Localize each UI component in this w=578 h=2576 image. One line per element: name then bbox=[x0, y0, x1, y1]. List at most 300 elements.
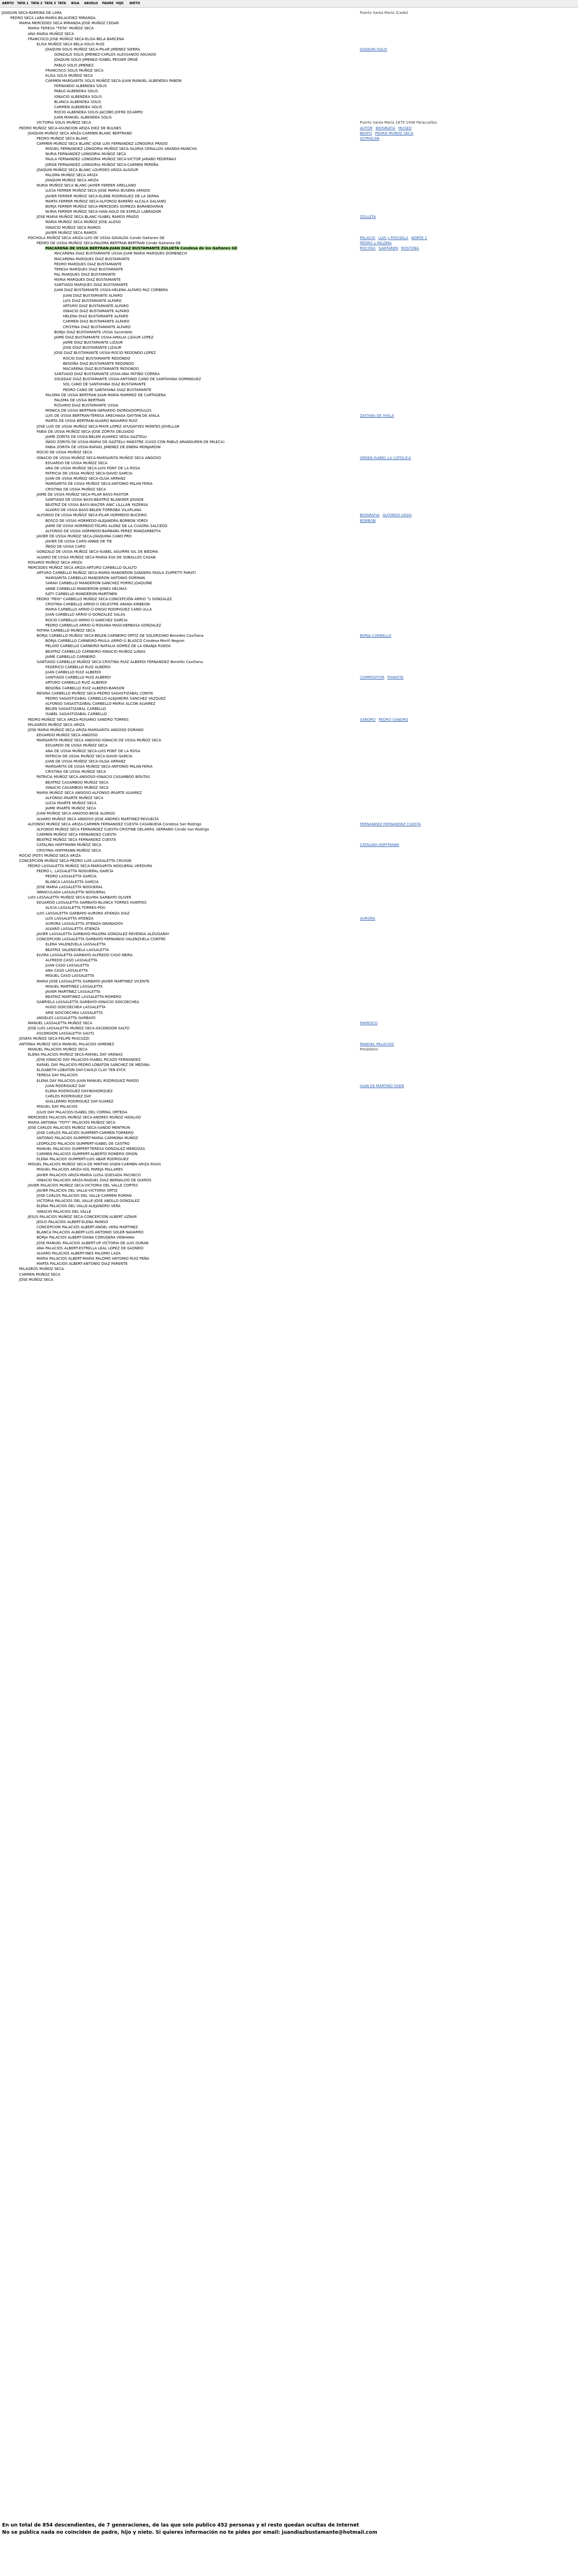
person-name: MARTA FERRER MUÑOZ SECA-ALFONSO BAREÑO ALCALA GALIANO bbox=[45, 199, 166, 204]
person-name: BORJA CARBELLO CARNEIRO-PAULA ARRIO-Ü BLASCO Condesa Moriñ Negron bbox=[45, 639, 185, 643]
person-name: CARMEN PALACIOS GUMPERT-ALBERTO ROMERO ORION bbox=[37, 1151, 138, 1156]
reference-cell bbox=[360, 120, 440, 125]
person-name: ALFONSO DE USSIA MUÑOZ SECA-PILAR HORMEDO BUCEIRO bbox=[37, 513, 147, 518]
person-name: JOAQUIN MUÑOZ SECA ARIZA-CARMEN BLANC BERTRAND bbox=[28, 131, 132, 135]
person-name: VICTORIA SOLIS MUÑOZ SECA bbox=[37, 121, 91, 125]
person-name: EDUARDO DE USSIA MUÑOZ SECA bbox=[45, 743, 108, 748]
generation-header bbox=[0, 0, 578, 8]
reference-cell bbox=[360, 126, 415, 131]
person-name: SOL CANO DE SANTAYANA DIAZ BUSTAMANTE bbox=[63, 382, 146, 387]
reference-link[interactable]: LUIS y POCHOLA bbox=[378, 235, 408, 240]
tree-row bbox=[45, 670, 102, 675]
tree-row bbox=[36, 633, 204, 638]
person-name: MANUEL LASSALETTA MUÑOZ SECA bbox=[28, 1021, 93, 1025]
tree-row bbox=[36, 1062, 150, 1067]
tree-row bbox=[45, 926, 100, 931]
person-name: TERESA MARQUES DIAZ BUSTAMANTE bbox=[54, 267, 123, 272]
tree-row bbox=[45, 1010, 103, 1015]
tree-row bbox=[36, 885, 103, 890]
person-name: JOSE LUIS LASSALETTA MUÑOZ SECA-ASCENSION SALTO bbox=[28, 1026, 129, 1031]
generation-tab: HIJO bbox=[116, 2, 124, 5]
reference-link[interactable]: ROSTONA bbox=[401, 246, 419, 251]
person-name: MACARENA DIAZ BUSTAMANTE USSIA-JUAN MARIA MARQUES DOMENECH bbox=[54, 251, 187, 256]
generation-tab: TATA bbox=[58, 2, 67, 5]
person-name: ANNE CARBELLO MANDERON-JONES HELMAS bbox=[45, 586, 127, 591]
tree-row bbox=[45, 643, 171, 649]
tree-row bbox=[45, 408, 152, 413]
person-name: ELISA SOLIS MUÑOZ SECA bbox=[45, 73, 93, 78]
person-name: SANTIAGO CARBELLO RUIZ ALBERDI bbox=[45, 675, 111, 680]
reference-link[interactable]: SANDRO bbox=[360, 717, 376, 722]
person-name: ALVARO PALACIOS ALBERT-INES PALOMO LAZA bbox=[37, 1251, 121, 1256]
tree-row bbox=[36, 774, 151, 779]
tree-row bbox=[45, 801, 97, 806]
person-name: MARGARITA MUÑOZ SECA ANGOSO-IGNACIO DE USSIA MUÑOZ SECA bbox=[37, 738, 161, 743]
tree-row bbox=[45, 989, 101, 994]
tree-row bbox=[45, 874, 97, 879]
tree-row bbox=[45, 743, 108, 748]
tree-row bbox=[45, 146, 197, 151]
person-name: EDUARDO DE USSIA MUÑOZ SECA bbox=[45, 461, 108, 465]
tree-row bbox=[36, 1225, 139, 1230]
reference-link[interactable]: GREEN ISABEL LA CATOLICA bbox=[360, 455, 411, 460]
tree-row bbox=[45, 701, 156, 706]
reference-cell bbox=[360, 136, 383, 141]
tree-row bbox=[45, 529, 161, 534]
person-name: PEDRO SECA LARA-MARIA BILAUDIEZ MIRANDA bbox=[10, 16, 96, 21]
tree-row bbox=[27, 1120, 116, 1125]
person-name: JUAN CARBELLO ARRIO-Ü-GONZALEZ SALAS bbox=[45, 613, 125, 617]
person-name: IGNACIO DE USSIA MUÑOZ SECA-MARGARITA MUÑOZ SECA ANGOSO bbox=[37, 455, 161, 460]
person-name: PATRICIA DE USSIA MUÑOZ SECA-DAVID GARCIA bbox=[45, 754, 133, 758]
person-name: ALFONSO IRIARTE MUÑOZ SECA bbox=[45, 796, 104, 800]
footer-line-1: En un total de 854 descendientes, de 7 generaciones, de las que solo publico 452 personas y el resto quedan ocultas de Internet bbox=[2, 2522, 359, 2528]
person-name: JOSE CARLOS PALACIOS MUÑOZ SECA-SANDO MENTRUN bbox=[28, 1126, 130, 1130]
tree-row bbox=[62, 361, 135, 366]
person-name: JOSE MUÑOZ SECA bbox=[19, 1277, 54, 1282]
person-name: LUIS LASSALETTA GARBAYO-AURORA ATIENZA DIAZ bbox=[37, 911, 130, 916]
reference-link[interactable]: NORTE 1 bbox=[411, 235, 427, 240]
tree-row bbox=[36, 1193, 132, 1198]
person-name: JOSE DIAZ BUSTAMANTE LIZAUR bbox=[63, 346, 122, 350]
tree-row bbox=[36, 1067, 126, 1073]
person-name: MARIA MUÑOZ SECA MUÑOZ JOSE ALOSO bbox=[45, 220, 121, 225]
person-name: JAVIER PALACIOS ARIZA-MARIA LUISA QUESADA PACHECO bbox=[37, 1173, 141, 1177]
reference-link[interactable]: COMPOSITOR bbox=[360, 675, 385, 680]
person-name: CONCEPCION LASSALETTA GARBAYO-FERNANDO VALENZUELA CONTRE bbox=[37, 937, 166, 942]
tree-row bbox=[54, 403, 119, 408]
tree-row bbox=[54, 257, 130, 262]
reference-link[interactable]: BIOGRAFIA bbox=[360, 513, 380, 518]
tree-row bbox=[54, 89, 98, 94]
tree-row bbox=[45, 879, 99, 885]
tree-row bbox=[27, 1125, 130, 1130]
reference-cell bbox=[360, 822, 424, 827]
person-name: ISABEL SAGASTIZABAL CARBELLO bbox=[45, 712, 107, 717]
person-name: ELENA VALENZUELA LASSALETTA bbox=[45, 942, 106, 947]
person-name: JAVIER FERRER MUÑOZ SECA-ELENE RODRIGUEZ DE LA SERNA bbox=[45, 194, 159, 198]
tree-row bbox=[45, 1094, 92, 1099]
reference-link[interactable]: AURORA bbox=[360, 916, 375, 921]
person-name: JAIME IRIARTE MUÑOZ SECA bbox=[45, 806, 96, 811]
reference-link[interactable]: PEDRO y PALOMA bbox=[360, 241, 392, 246]
person-name: JOAQUIN SECA-RAMONA DE LARA bbox=[2, 11, 62, 15]
tree-row bbox=[36, 1073, 78, 1078]
person-name: ELENA PALACIOS MUÑOZ SECA-RAFAEL DAY ARENAS bbox=[28, 1052, 123, 1057]
tree-row bbox=[45, 225, 101, 230]
tree-row bbox=[36, 817, 159, 822]
person-name: IÑIGO ZORITA DE USSIA-MARIA DE GAZTELU MAESTRE (CASO CON PABLO ARANGUREN DE MILECA) bbox=[45, 440, 225, 445]
tree-row bbox=[36, 811, 115, 816]
person-name: ALFONSO DE USSIA HORMEDO-BARBARA PEREZ MANZARBEITIA bbox=[45, 529, 161, 533]
reference-cell bbox=[360, 241, 395, 246]
reference-link[interactable]: ZOLLETA bbox=[360, 215, 376, 219]
person-name: MARTA DE USSIA BERTRAN-ALVARO NAVARRO RUIZ bbox=[45, 419, 138, 423]
person-name: PATRICIA MUÑOZ SECA ANGOSO-IGNACIO CASAMBOO BOUTAS bbox=[37, 775, 150, 779]
tree-row bbox=[36, 1188, 118, 1193]
person-name: LUCIA IRIARTE MUÑOZ SECA bbox=[45, 801, 97, 806]
person-name: MARIA CARBELLO ARRIO-Ü-DIEGO RODRIGUEZ CANO ULLA bbox=[45, 607, 152, 612]
person-name: ELENA RODRIGUEZ DAY-BOHORQUEZ bbox=[45, 1089, 113, 1093]
person-name: EDUARDO LASSALETTA GARBAYO-BLANCA TORRES HUERTAS bbox=[37, 901, 147, 905]
tree-row bbox=[54, 277, 121, 282]
reference-link[interactable]: JOAQUIN SOLIS bbox=[360, 47, 387, 52]
tree-row bbox=[27, 131, 133, 136]
tree-row bbox=[27, 717, 129, 722]
tree-row bbox=[36, 450, 93, 455]
person-name: ALVARO MUÑOZ SECA ANGOSO-JOSE ANDRES MARTINEZ-REVUELTA bbox=[37, 817, 159, 821]
person-name: JOAQUIN SOLIS JIMENEZ-ISABEL PESSER ORGÉ bbox=[54, 58, 138, 62]
tree-row bbox=[45, 1005, 106, 1010]
reference-cell bbox=[360, 842, 402, 848]
person-name: ALFONSO MUÑOZ SECA ARIZA-CARMEN FERNANDEZ CUESTA CASANUEVA Condesa San Rodrigo bbox=[28, 822, 202, 826]
person-name: RAFAEL DAY PALACIOS-PEDRO LOBATON SANCHEZ DE MEDINA bbox=[37, 1063, 150, 1067]
person-name: EDUARDO MUÑOZ SECA ANGOSO bbox=[37, 733, 98, 738]
reference-link[interactable]: AUTOR bbox=[360, 126, 373, 130]
reference-link[interactable]: PEDRO MUÑOZ SECA bbox=[375, 131, 414, 135]
person-name: PELAYO CARBELLO CARNEIRO-NATALIA GOMEZ DE LA GRANJA RUEDA bbox=[45, 644, 171, 649]
tree-row bbox=[45, 219, 121, 225]
person-name: JOAQUIN MUÑOZ SECA BLANC-LOURDES ARIZA ALGOUR bbox=[37, 167, 139, 172]
reference-link[interactable]: ASTRACAN bbox=[360, 136, 379, 141]
tree-row bbox=[45, 780, 109, 785]
tree-row bbox=[36, 733, 98, 738]
person-name: ANA DE USSIA MUÑOZ SECA-LUIS PONT DE LA ROSA bbox=[45, 749, 140, 753]
tree-row bbox=[36, 832, 117, 837]
person-name: ANGELES LASSALETTA GARBAYO bbox=[37, 1015, 96, 1020]
person-name: FABIA ZORITA DE USSIA-RAFAEL JIMENEZ DE ENERA MONJARDIN bbox=[45, 445, 161, 450]
tree-row bbox=[45, 984, 103, 989]
tree-row bbox=[36, 628, 96, 633]
person-name: JUAN RODRIGUEZ DAY bbox=[45, 1083, 86, 1088]
tree-row bbox=[45, 487, 106, 492]
tree-row bbox=[45, 476, 126, 481]
tree-row bbox=[27, 1183, 138, 1188]
person-name: LUCIA FERRER MUÑOZ SECA-JOSE MARIA BUSERA AMADO bbox=[45, 189, 150, 193]
tree-row bbox=[45, 209, 162, 214]
person-name: JUAN CASO LASSALETTA bbox=[45, 963, 89, 968]
person-name: SANTIAGO MARQUES DIAZ BUSTAMANTE bbox=[54, 283, 128, 287]
tree-row bbox=[54, 63, 94, 68]
person-name: CARMEN DIAZ BUSTAMANTE ALFARO bbox=[63, 319, 129, 324]
reference-link[interactable]: CATALINA HOFFMANN bbox=[360, 843, 399, 848]
person-name: PEDRO LASSALETTA GARCIA bbox=[45, 874, 96, 879]
reference-link[interactable]: JUAN DE MARTIÑO OSEN bbox=[360, 1083, 404, 1088]
person-name: JAIME DE USSIA HORMEDO-TELMO ALONZ DE LA CUADRA SALCEDO bbox=[45, 523, 168, 528]
tree-row bbox=[54, 105, 103, 110]
person-name: JAIME ZORITA DE USSIA-BELEN ALVAREZ VEGA GAZTELU bbox=[45, 434, 147, 439]
tree-row bbox=[45, 178, 99, 183]
person-name: MACARENA MARQUES DIAZ BUSTAMANTE bbox=[54, 257, 130, 261]
reference-cell bbox=[360, 1083, 407, 1089]
tree-row bbox=[45, 581, 153, 586]
tree-row bbox=[45, 942, 106, 947]
person-name: CARMEN MARGARITA SOLIS MUÑOZ SECA-JUAN MANUEL ALBENDEA PABON bbox=[45, 79, 182, 83]
tree-row bbox=[36, 1204, 121, 1209]
tree-row bbox=[45, 230, 97, 235]
tree-row bbox=[10, 15, 96, 21]
person-name: MARIA JOSE LASSALETTA GARBAYO-JAVIER MARTINEZ VICENTE bbox=[37, 979, 150, 984]
tree-row bbox=[54, 110, 143, 115]
tree-row bbox=[27, 1162, 161, 1167]
tree-row bbox=[36, 534, 132, 539]
person-name: CRISTINA HOFFMANN MUÑOZ SECA bbox=[37, 848, 101, 853]
reference-cell bbox=[360, 633, 394, 638]
person-name: TERESA DAY PALACIOS bbox=[37, 1073, 78, 1078]
tree-row bbox=[27, 565, 137, 570]
person-name: MILAGROS MUÑOZ SECA ARIZA bbox=[28, 722, 85, 727]
tree-row bbox=[54, 83, 107, 89]
tree-row bbox=[45, 612, 126, 617]
tree-row bbox=[19, 1277, 54, 1282]
tree-row bbox=[36, 429, 135, 434]
person-name: BLANCA LASSALETTA GARCIA bbox=[45, 879, 99, 884]
tree-row bbox=[45, 413, 160, 418]
reference-link[interactable]: PIANISTA bbox=[387, 675, 404, 680]
tree-row bbox=[36, 1104, 78, 1109]
reference-link[interactable]: FERNANDEZ FERNANDEZ CUESTA bbox=[360, 822, 421, 826]
tree-row bbox=[36, 555, 156, 560]
person-name: ANA PALACIOS ALBERT-ESTRELLA LEAL LOPEZ DE GAONDO bbox=[37, 1246, 144, 1250]
tree-row bbox=[45, 785, 109, 790]
person-name: FRANCISCO JOSE MUÑOZ SECA-ELISA BELA BARCENA bbox=[28, 37, 124, 41]
tree-row bbox=[54, 251, 187, 256]
person-name: JUAN MUÑOZ SECA ANGOSO-BESE ALONSO bbox=[37, 811, 115, 816]
tree-row bbox=[45, 393, 167, 398]
tree-row bbox=[45, 607, 153, 612]
reference-link[interactable]: BORJA CARBELLO bbox=[360, 634, 391, 638]
tree-row bbox=[36, 1251, 121, 1256]
reference-cell bbox=[360, 10, 411, 15]
tree-row bbox=[36, 1057, 141, 1062]
tree-row bbox=[54, 398, 105, 403]
person-name: ALFONSO MUÑOZ SECA FERNANDEZ CUESTA-CRISTINE DELARRIL SERRANO Conde San Rodrigo bbox=[37, 827, 209, 832]
person-name: PALOMA MUÑOZ SECA ARIZA bbox=[45, 173, 98, 177]
tree-row bbox=[62, 314, 129, 319]
person-name: PEDRO L. LASSALETTA NOGUERAL-GARCÍA bbox=[37, 869, 113, 874]
person-name: BEGOÑA CARBELLO RUIZ ALBERDI-BANSON bbox=[45, 686, 125, 690]
reference-link[interactable]: PEDRO SANDRO bbox=[378, 717, 408, 722]
person-name: JOSEFA MUÑOZ SECA-FELIPE PASCUZZI bbox=[19, 1037, 90, 1041]
person-name: CRISTINA DE USSIA MUÑOZ SECA bbox=[45, 770, 106, 774]
person-name: KATY CARBELLO MANDERON-MARTINEN bbox=[45, 591, 117, 596]
tree-row bbox=[45, 749, 141, 754]
person-name: CRISTINA CARBELLO ARRIO-Ü DELESTRE ARANA KIRBEON bbox=[45, 602, 150, 607]
person-name: JESUS PALACIOS ALBERT-ELENA MANSO bbox=[37, 1219, 108, 1224]
person-name: INMACULADA LASSALETTA NOGUERAL bbox=[37, 890, 106, 894]
person-name: CARMEN MUÑOZ SECA bbox=[19, 1272, 60, 1277]
tree-row bbox=[45, 706, 106, 711]
reference-link[interactable]: SANTAREN bbox=[378, 246, 398, 251]
tree-row bbox=[62, 340, 123, 345]
tree-row bbox=[36, 1110, 128, 1115]
tree-row bbox=[36, 1136, 139, 1141]
tree-row bbox=[45, 905, 106, 910]
tree-row bbox=[36, 738, 162, 743]
tree-row bbox=[36, 1015, 96, 1021]
tree-row bbox=[45, 968, 89, 973]
tree-row bbox=[45, 921, 123, 926]
tree-row bbox=[45, 497, 144, 502]
person-name: PAULA FERNANDEZ LONGORIA MUÑOZ SECA-VICTOR JARABO PEDERNAS bbox=[45, 157, 176, 162]
tree-row bbox=[27, 1026, 130, 1031]
person-name: LUIS LASSALETTA ATIENZA bbox=[45, 916, 94, 921]
tree-row bbox=[45, 764, 153, 769]
person-name: JOSE DIAZ BUSTAMANTE USSIA-ROCIO REDONDO LOPEZ bbox=[54, 351, 156, 355]
tree-row bbox=[36, 827, 209, 832]
person-name: ANA CASO LASSALETTA bbox=[45, 969, 88, 973]
tree-row bbox=[45, 675, 111, 680]
person-name: BEATRIZ DE USSIA BASS-WALTER ANIC LILLLAN YÁZENSA bbox=[45, 503, 148, 507]
person-name: GUILLERMO RODRIGUEZ DAY-SUAREZ bbox=[45, 1099, 114, 1104]
tree-row bbox=[45, 507, 142, 513]
person-name: CONCEPCION MUÑOZ SECA-PEDRO LUIS LASSALETTA CRUSOE bbox=[19, 858, 132, 863]
tree-row bbox=[54, 115, 112, 120]
person-name: BEATRIZ MUÑOZ SECA FERNANDEZ CUESTA bbox=[37, 838, 117, 842]
tree-row bbox=[45, 947, 109, 953]
tree-row bbox=[45, 696, 167, 701]
reference-note: Puerto Santa María 1875-1936 Paracuellos bbox=[360, 121, 437, 125]
person-name: BELEN SAGASTIZABAL CARBELLO bbox=[45, 707, 106, 711]
reference-link[interactable]: BORBON bbox=[360, 518, 376, 523]
tree-row bbox=[36, 1178, 152, 1183]
tree-row bbox=[54, 350, 156, 355]
person-name: LEOPOLDO PALACIOS GUMPERT-ISABEL DE CASTRO bbox=[37, 1141, 130, 1146]
person-name: BEATRIZ VALENZUELA LASSALETTA bbox=[45, 947, 109, 952]
tree-row bbox=[62, 366, 139, 371]
tree-row bbox=[45, 194, 159, 199]
person-name: MARIA MARQUES DIAZ BUSTAMANTE bbox=[54, 278, 121, 282]
reference-link[interactable]: PALACIO bbox=[360, 235, 375, 240]
person-name: SANTIAGO CARBELLO MUÑOZ SECA-CRISTINA RUIZ ALBERDI FERNANDEZ Benellio Caviñana bbox=[37, 659, 203, 664]
person-name: SARAH CARBELLO MANDERON-SANCHEZ PORRO JOAQUÍNE bbox=[45, 581, 153, 586]
generation-tab: TATA 3 bbox=[44, 2, 56, 5]
tree-row bbox=[36, 979, 150, 984]
tree-row bbox=[36, 869, 114, 874]
tree-row bbox=[62, 293, 123, 298]
person-name: MACARENA DIAZ BUSTAMANTE REDONDO bbox=[63, 366, 139, 371]
person-name: MONICA DE USSIA BERTRAN-GERARDO DIORDADOPOULOS bbox=[45, 409, 152, 413]
person-name: FATIMA CARBELLO MUÑOZ SECA bbox=[37, 628, 95, 633]
person-name: ANA DE USSIA MUÑOZ SECA-LUIS PONT DE LA ROSA bbox=[45, 466, 140, 470]
generation-tab: BISA bbox=[71, 2, 79, 5]
tree-row bbox=[45, 623, 162, 628]
tree-row bbox=[27, 1052, 123, 1057]
reference-link[interactable]: ROCITAS bbox=[360, 246, 376, 251]
tree-row bbox=[27, 560, 82, 565]
reference-cell bbox=[360, 214, 379, 219]
tree-row bbox=[36, 424, 180, 429]
tree-row bbox=[19, 1036, 90, 1041]
person-name: MIGUEL DAY PALACIOS bbox=[37, 1105, 78, 1109]
tree-row bbox=[36, 455, 161, 461]
tree-row bbox=[27, 37, 125, 42]
tree-row bbox=[62, 382, 146, 387]
reference-link[interactable]: MANUEL PALACIOS bbox=[360, 1042, 394, 1046]
tree-row bbox=[54, 287, 169, 293]
tree-row bbox=[36, 1167, 123, 1172]
person-name: JAIME DE USSIA MUÑOZ SECA-PILAR BASS-RASTOR bbox=[37, 492, 129, 497]
tree-row bbox=[27, 31, 74, 37]
tree-row bbox=[36, 790, 142, 795]
tree-row bbox=[45, 461, 108, 466]
tree-row bbox=[45, 973, 95, 978]
person-name: MARIA PALACIOS ALBERT-MARIA PALOMO ANTONIO RUIZ PEÑA bbox=[37, 1257, 150, 1261]
person-name: MARÍA MUÑOZ SECA ANGOSO-ALFONSO IRIARTE ALVAREZ bbox=[37, 790, 142, 795]
person-name: MARIA TERESA "TETA" MUÑOZ SECA bbox=[28, 26, 94, 31]
reference-link[interactable]: PARROCO bbox=[360, 1021, 378, 1025]
tree-row bbox=[45, 434, 147, 439]
tree-row bbox=[45, 795, 104, 801]
person-name: BORJA CARBELLO MUÑOZ SECA-BELEN CARNEIRO ORTIZ DE SOLORZANO Benedes Caviñana bbox=[37, 634, 204, 638]
person-name: JUAN MANUEL ALBENDEA SOLIS bbox=[54, 115, 112, 120]
person-name: SANTIAGO DE USSIA BASS-BEATRIZ BLANGIER JOVADE bbox=[45, 497, 144, 502]
tree-row bbox=[36, 659, 203, 665]
person-name: JOAQUIN MUÑOZ SECA ARIZA bbox=[45, 178, 99, 183]
tree-row bbox=[45, 1083, 86, 1089]
person-name: ELVIRA LASSALETTA GARBAYO-ALFREDO CASO NEIRA bbox=[37, 953, 133, 957]
reference-link[interactable]: BEATO bbox=[360, 131, 372, 135]
person-name: JAVIER DE USSIA CARO-ANNIE DE TIE bbox=[45, 539, 112, 544]
tree-row bbox=[36, 911, 130, 916]
tree-row bbox=[62, 298, 122, 303]
reference-link[interactable]: MUSEO bbox=[398, 126, 412, 130]
person-name: PEDRO LASSALETTA MUÑOZ SECA-MARGARITA NOGUERAL VERDURA bbox=[28, 864, 153, 869]
person-name: ALVARO DE USSIA BASS-BELEN TORROBA VILAPLANA bbox=[45, 508, 142, 513]
tree-row bbox=[45, 958, 98, 963]
tree-row bbox=[45, 654, 96, 659]
person-name: CRISTINA DE USSIA MUÑOZ SECA bbox=[45, 487, 106, 492]
person-name: MANUEL PALACIOS MUÑOZ SECA bbox=[28, 1047, 88, 1052]
generation-tab: PADRE bbox=[102, 2, 114, 5]
person-name: ROSARIO MUÑOZ SECA ARIZA bbox=[28, 560, 82, 565]
person-name: ANTONIO PALACIOS GUMPERT-MARIA CARMONA MUÑOZ bbox=[37, 1136, 138, 1141]
reference-link[interactable]: ALFONSO USSIA bbox=[383, 513, 412, 518]
person-name: MERCEDES MUÑOZ SECA ARIZA-ARTURO CARBELLO OLALTO bbox=[28, 565, 137, 570]
person-name: JULIO DAY PALACIOS-ISABEL DEL CORRAL ORTEGA bbox=[37, 1110, 127, 1114]
tree-row bbox=[27, 1021, 93, 1026]
tree-row bbox=[45, 806, 96, 811]
tree-row bbox=[27, 1047, 88, 1052]
person-name: BLANCA PALACIOS ALBERT-LUIS ANTONIO SOLER NAVARRO bbox=[37, 1230, 144, 1235]
person-name: BEATRIZ MARTINEZ LASSALETTA-ROMERO bbox=[45, 995, 122, 999]
tree-row bbox=[45, 680, 108, 685]
person-name: BEATRIZ CASAMBOO MUÑOZ SECA bbox=[45, 780, 109, 785]
reference-link[interactable]: BIOGRAFIA bbox=[375, 126, 395, 130]
tree-row bbox=[45, 575, 145, 581]
reference-link[interactable]: ZAITANA DE AYALA bbox=[360, 414, 394, 418]
person-name: POCHOLA MUÑOZ SECA ARIZA-LUIS DE USSIA GAVALDA Conde Gaitanes GE bbox=[28, 235, 165, 240]
